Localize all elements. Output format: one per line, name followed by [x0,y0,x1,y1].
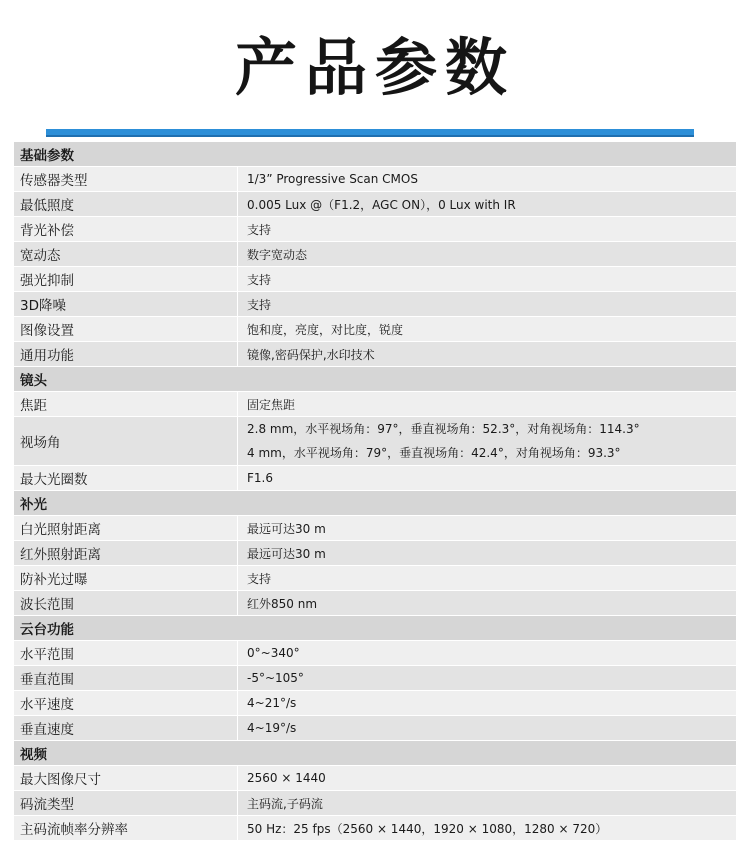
section-title: 补光 [20,497,47,513]
spec-row [14,816,736,841]
spec-row [14,791,736,816]
spec-value: 支持 [247,571,272,586]
spec-row [14,317,736,342]
spec-label: 红外照射距离 [14,541,238,565]
spec-row [14,591,736,616]
spec-value-line: 4 mm，水平视场角：79°，垂直视场角：42.4°，对角视场角：93.3° [247,446,621,460]
spec-row [14,516,736,541]
spec-label: 背光补偿 [14,217,238,241]
spec-value: 最远可达30 m [247,521,326,536]
spec-label: 水平范围 [14,641,238,665]
spec-label: 最低照度 [14,192,238,216]
spec-value: 1/3” Progressive Scan CMOS [247,172,418,186]
spec-row [14,766,736,791]
spec-value: 支持 [247,222,272,237]
spec-value-group [238,417,736,465]
spec-label: 垂直速度 [14,716,238,740]
section-title: 视频 [20,747,47,763]
spec-row [14,566,736,591]
spec-row [14,292,736,317]
spec-row [14,217,736,242]
spec-value: F1.6 [247,471,273,485]
spec-row [14,342,736,367]
spec-table [14,142,736,841]
section-header [14,616,736,641]
spec-row [14,267,736,292]
spec-label: 强光抑制 [14,267,238,291]
page-title: 产品参数 [234,30,515,104]
spec-label: 最大图像尺寸 [14,766,238,790]
spec-value: 红外850 nm [247,596,318,611]
spec-label: 最大光圈数 [14,466,238,490]
section-header [14,367,736,392]
spec-value: 0.005 Lux @（F1.2，AGC ON），0 Lux with IR [247,197,516,212]
spec-label: 主码流帧率分辨率 [14,816,238,840]
title-divider-bar [46,129,694,137]
spec-row [14,666,736,691]
spec-label: 波长范围 [14,591,238,615]
spec-value: 4~21°/s [247,696,297,710]
spec-value: 最远可达30 m [247,546,326,561]
spec-label: 传感器类型 [14,167,238,191]
spec-row [14,167,736,192]
spec-row [14,392,736,417]
spec-label: 白光照射距离 [14,516,238,540]
spec-label: 码流类型 [14,791,238,815]
spec-row [14,541,736,566]
section-title: 基础参数 [20,148,74,164]
spec-label: 3D降噪 [14,292,238,316]
spec-value: 镜像,密码保护,水印技术 [247,347,375,362]
spec-value: 支持 [247,297,272,312]
spec-value: 支持 [247,272,272,287]
section-header [14,741,736,766]
spec-label: 通用功能 [14,342,238,366]
spec-row [14,192,736,217]
spec-value: 4~19°/s [247,721,297,735]
spec-value: 固定焦距 [247,397,296,412]
spec-value: 饱和度，亮度，对比度，锐度 [247,322,404,337]
spec-label: 宽动态 [14,242,238,266]
spec-value: 2560 × 1440 [247,771,326,785]
section-title: 镜头 [20,373,47,389]
spec-row [14,716,736,741]
spec-row [14,466,736,491]
spec-value-line: 2.8 mm，水平视场角：97°，垂直视场角：52.3°，对角视场角：114.3° [247,422,640,436]
spec-value: 50 Hz：25 fps（2560 × 1440，1920 × 1080，1280 × 720） [247,821,608,836]
spec-label: 焦距 [14,392,238,416]
spec-row [14,417,736,466]
section-title: 云台功能 [20,622,74,638]
spec-label: 垂直范围 [14,666,238,690]
section-header [14,491,736,516]
section-header [14,142,736,167]
spec-label: 图像设置 [14,317,238,341]
spec-label: 视场角 [14,417,238,465]
spec-row [14,691,736,716]
spec-label: 防补光过曝 [14,566,238,590]
spec-row [14,242,736,267]
spec-label: 水平速度 [14,691,238,715]
spec-value: 0°~340° [247,646,300,660]
spec-value: 主码流,子码流 [247,796,323,811]
spec-value: 数字宽动态 [247,247,308,262]
spec-row [14,641,736,666]
spec-value: -5°~105° [247,671,304,685]
